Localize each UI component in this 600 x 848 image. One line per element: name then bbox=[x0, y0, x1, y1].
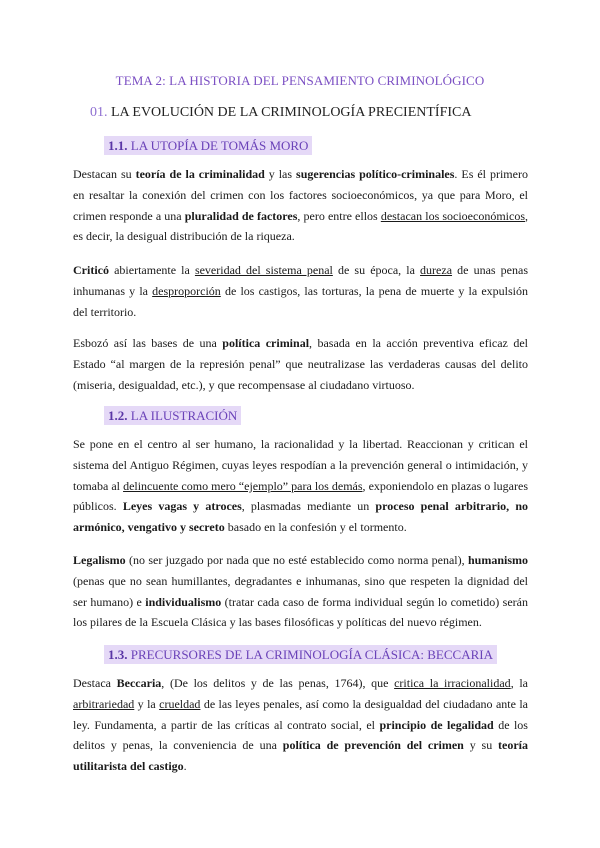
text: (no ser juzgado por nada que no esté establecido como norma penal), bbox=[125, 553, 468, 567]
bold-term: Legalismo bbox=[73, 553, 126, 567]
text: , (De los delitos y de las penas, 1764), que bbox=[161, 676, 395, 690]
subsection-heading-3 bbox=[104, 645, 497, 664]
bold-term: humanismo bbox=[467, 553, 528, 567]
bold-term: teoría utilitarista del castigo bbox=[73, 738, 529, 774]
paragraph-3 bbox=[73, 333, 528, 395]
text: , basada en la acción preventiva eficaz del Estado “al margen de la represión penal” que neutralizase las verdaderas causas del delito (miseria, desigualdad, etc.), y que recompensase al ciudadano virtuoso. bbox=[73, 336, 528, 392]
underlined-term: delincuente como mero “ejemplo” para los demás bbox=[123, 478, 363, 493]
bold-term: principio de legalidad bbox=[379, 717, 494, 732]
subsection-number: 1.1. bbox=[108, 138, 128, 153]
subsection-heading-1 bbox=[104, 136, 312, 155]
subsection-heading-2 bbox=[104, 406, 241, 425]
bold-term: Beccaria bbox=[116, 676, 162, 690]
underlined-term: severidad del sistema penal bbox=[194, 263, 333, 277]
bold-term: política de prevención del crimen bbox=[282, 738, 464, 753]
underlined-term: crueldad bbox=[159, 696, 201, 711]
text: basado en la confesión y el tormento. bbox=[224, 520, 407, 535]
text: , plasmadas mediante un bbox=[241, 499, 376, 514]
subsection-title: LA ILUSTRACIÓN bbox=[130, 408, 238, 423]
text: de las leyes penales, así como la desigualdad del ciudadano ante la ley. Fundamenta, a partir de las críticas al contrato social, el bbox=[73, 696, 528, 732]
paragraph-6 bbox=[73, 673, 528, 777]
underlined-term: dureza bbox=[420, 263, 453, 277]
underlined-term: desproporción bbox=[152, 283, 221, 298]
underlined-term: destacan los socioeconómicos bbox=[380, 208, 525, 223]
text: . Es él primero en resaltar la conexión del crimen con los factores socioeconómicos, ya que para Moro, el crimen responde a una bbox=[73, 167, 528, 223]
text: . bbox=[183, 759, 187, 774]
text: Destaca bbox=[73, 676, 117, 690]
bold-term: sugerencias político-criminales bbox=[296, 167, 455, 181]
text: Destacan su bbox=[73, 167, 136, 181]
text: de los castigos, las torturas, la pena de muerte y la expulsión del territorio. bbox=[73, 283, 528, 319]
paragraph-4 bbox=[73, 434, 528, 538]
text: , exponiendolo en plazas o lugares públicos. bbox=[73, 478, 528, 514]
section-title: LA EVOLUCIÓN DE LA CRIMINOLOGÍA PRECIENTÍFICA bbox=[111, 105, 472, 120]
text: abiertamente la bbox=[108, 263, 195, 277]
text: de unas penas inhumanas y la bbox=[73, 263, 528, 298]
underlined-term: arbitrariedad bbox=[73, 696, 135, 711]
bold-term: individualismo bbox=[145, 594, 222, 609]
subsection-title: PRECURSORES DE LA CRIMINOLOGÍA CLÁSICA: BECCARIA bbox=[130, 647, 493, 662]
underlined-term: critica la irracionalidad bbox=[394, 676, 511, 690]
text: y la bbox=[134, 696, 160, 711]
bold-term: proceso penal arbitrario, no armónico, vengativo y secreto bbox=[73, 499, 529, 535]
text: , pero entre ellos bbox=[297, 208, 381, 223]
text: Esbozó así las bases de una bbox=[73, 336, 223, 350]
subsection-number: 1.3. bbox=[108, 647, 128, 662]
bold-term: teoría de la criminalidad bbox=[135, 167, 265, 181]
text: Se pone en el centro al ser humano, la racionalidad y la libertad. Reaccionan y critican el sistema del Antiguo Régimen, cuyas leyes respodían a la prevención general o intimidación, y tomaba al bbox=[73, 437, 528, 493]
text: (tratar cada caso de forma individual según lo cometido) serán los pilares de la Escuela Clásica y las bases filosóficas y políticas del nuevo régimen. bbox=[73, 594, 528, 630]
section-heading bbox=[90, 105, 472, 121]
bold-term: pluralidad de factores bbox=[184, 208, 298, 223]
text: (penas que no sean humillantes, degradantes e inhumanas, sino que respeten la dignidad del ser humano) e bbox=[73, 573, 528, 609]
paragraph-5 bbox=[73, 550, 528, 633]
text: , es decir, la desigual distribución de la riqueza. bbox=[73, 208, 528, 244]
paragraph-1 bbox=[73, 164, 528, 247]
subsection-number: 1.2. bbox=[108, 408, 128, 423]
section-number: 01. bbox=[90, 105, 108, 120]
text: de su época, la bbox=[332, 263, 421, 277]
paragraph-2 bbox=[73, 260, 528, 322]
bold-term: Leyes vagas y atroces bbox=[122, 499, 242, 514]
text: y su bbox=[463, 738, 499, 753]
text: , la bbox=[510, 676, 528, 690]
text: y las bbox=[264, 167, 297, 181]
subsection-title: LA UTOPÍA DE TOMÁS MORO bbox=[130, 138, 309, 153]
text: de los delitos y penas, la conveniencia de una bbox=[73, 717, 528, 753]
bold-term: Criticó bbox=[73, 263, 109, 277]
document-title: TEMA 2: LA HISTORIA DEL PENSAMIENTO CRIMINOLÓGICO bbox=[115, 73, 485, 88]
bold-term: política criminal bbox=[222, 336, 310, 350]
